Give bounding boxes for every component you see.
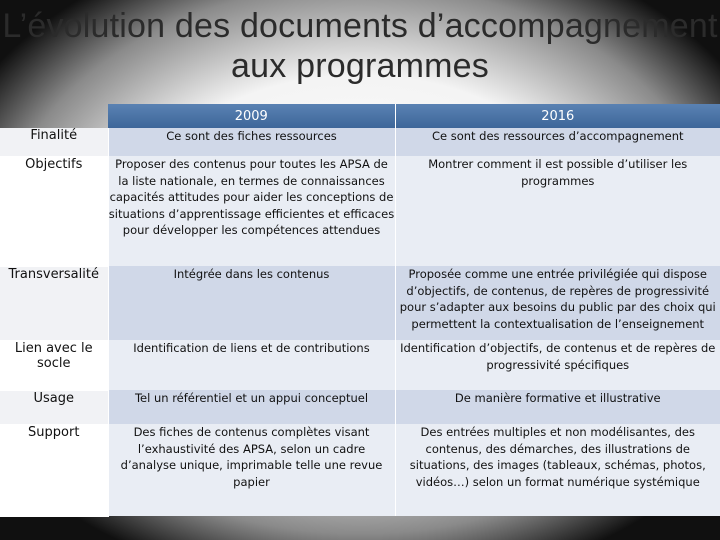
row-label-support: Support <box>0 424 108 516</box>
cell-2009: Proposer des contenus pour toutes les APSA de la liste nationale, en termes de connaissances capacités attitudes pour aider les conceptions de situations d’apprentissage efficientes et efficaces pour développer les compétences attendues <box>108 156 395 266</box>
title-line-1: L’évolution des documents d’accompagnement <box>2 7 718 45</box>
cell-2016: Des entrées multiples et non modélisantes, des contenus, des démarches, des illustrations de situations, des images (tableaux, schémas, photos, vidéos…) selon un format numérique systémique <box>395 424 720 516</box>
cell-2009: Tel un référentiel et un appui conceptuel <box>108 390 395 424</box>
title-line-2: aux programmes <box>231 47 489 85</box>
cell-2009: Identification de liens et de contributions <box>108 340 395 390</box>
cell-2009: Des fiches de contenus complètes visant l’exhaustivité des APSA, selon un cadre d’analyse unique, imprimable telle une revue papier <box>108 424 395 516</box>
cell-2009: Ce sont des fiches ressources <box>108 128 395 156</box>
cell-2016: Identification d’objectifs, de contenus et de repères de progressivité spécifiques <box>395 340 720 390</box>
cell-2016: Proposée comme une entrée privilégiée qui dispose d’objectifs, de contenus, de repères de progressivité pour s’adapter aux besoins du public par des choix qui permettent la contextualisation de l’enseignement <box>395 266 720 340</box>
table-row <box>0 424 720 516</box>
header-empty-cell <box>0 104 108 128</box>
comparison-table <box>0 104 720 517</box>
cell-2016: Ce sont des ressources d’accompagnement <box>395 128 720 156</box>
table-row <box>0 340 720 390</box>
row-label-usage: Usage <box>0 390 108 424</box>
table-header-row <box>0 104 720 128</box>
row-label-objectifs: Objectifs <box>0 156 108 266</box>
table-row <box>0 390 720 424</box>
cell-2016: De manière formative et illustrative <box>395 390 720 424</box>
table-row <box>0 266 720 340</box>
row-label-transversalite: Transversalité <box>0 266 108 340</box>
header-2016: 2016 <box>395 104 720 128</box>
cell-2016: Montrer comment il est possible d’utiliser les programmes <box>395 156 720 266</box>
table-row <box>0 128 720 156</box>
cell-2009: Intégrée dans les contenus <box>108 266 395 340</box>
row-label-lien-socle: Lien avec le socle <box>0 340 108 390</box>
header-2009: 2009 <box>108 104 395 128</box>
table-row <box>0 156 720 266</box>
slide-title <box>0 6 720 86</box>
row-label-finalite: Finalité <box>0 128 108 156</box>
